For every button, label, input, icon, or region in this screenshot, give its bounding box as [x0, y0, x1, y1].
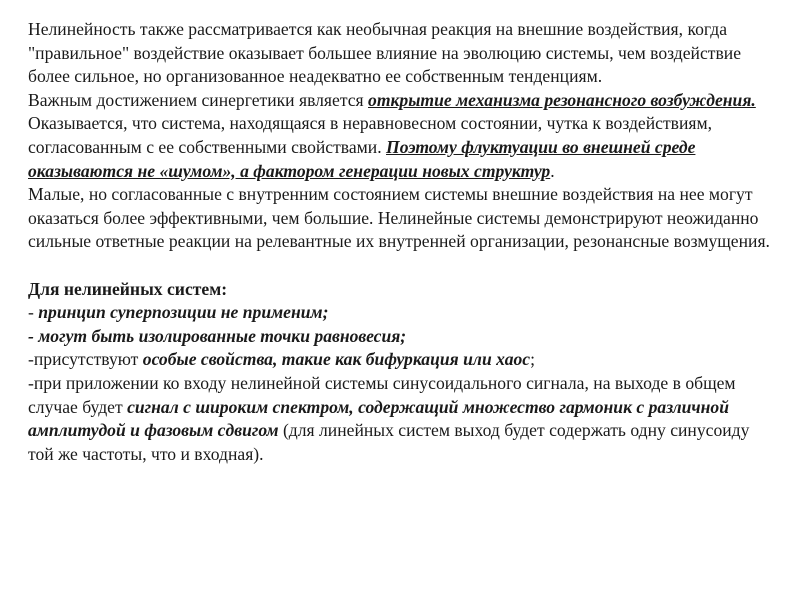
list-item-equilibrium [28, 325, 776, 349]
list-heading [28, 278, 776, 302]
paragraph-text: . [550, 160, 555, 181]
list-heading-colon: : [221, 278, 228, 299]
list-item-harmonics [28, 372, 776, 466]
paragraph-text: Важным достижением синергетики является [28, 89, 369, 110]
paragraph-small-influences [28, 183, 776, 254]
list-heading-text: Для нелинейных систем [28, 278, 222, 299]
list-item-dash: - [28, 302, 39, 323]
list-item-emphasis: особые свойства, такие как бифуркация или хаос [142, 349, 531, 370]
emphasis-fluctuations: Поэтому флуктуации во внешней среде оказываются не «шумом», а фактором генерации новых структур [28, 136, 696, 181]
list-item-emphasis: принцип суперпозиции не применим; [38, 302, 329, 323]
list-item-text: ; [530, 349, 535, 370]
paragraph-text: Оказывается, что система, находящаяся в неравновесном состоянии, чутка к воздействиям, согласованным с ее собственными свойствами. [28, 113, 712, 157]
paragraph-text: Нелинейность также рассматривается как необычная реакция на внешние воздействия, когда "правильное" воздействие оказывает большее влияние на эволюцию системы, чем воздействие более сильное, но организованное неадекватно ее собственным тенденциям. [28, 19, 742, 87]
slide-text-body [28, 18, 776, 466]
emphasis-resonance-mechanism: открытие механизма резонансного возбуждения. [368, 89, 756, 110]
list-item-emphasis: - могут быть изолированные точки равновесия; [28, 325, 407, 346]
blank-line [28, 254, 776, 278]
list-item-emphasis: сигнал с широким спектром, содержащий множество гармоник с различной амплитудой и фазовым сдвигом [28, 396, 730, 441]
paragraph-text: Малые, но согласованные с внутренним состоянием системы внешние воздействия на нее могут оказаться более эффективными, чем большие. Нелинейные системы демонстрируют неожиданно сильные ответные реакции на релевантные их внутренней организации, резонансные возмущения. [28, 184, 770, 252]
list-item-text: (для линейных систем выход будет содержать одну синусоиду той же частоты, что и входная). [28, 420, 750, 464]
list-item-superposition [28, 301, 776, 325]
paragraph-nonlinearity-definition [28, 18, 776, 89]
list-item-text: -при приложении ко входу нелинейной системы синусоидального сигнала, на выходе в общем случае будет [28, 372, 736, 417]
list-item-special-properties [28, 348, 776, 372]
paragraph-resonance-excitation [28, 89, 776, 183]
list-item-text: -присутствуют [28, 349, 143, 370]
